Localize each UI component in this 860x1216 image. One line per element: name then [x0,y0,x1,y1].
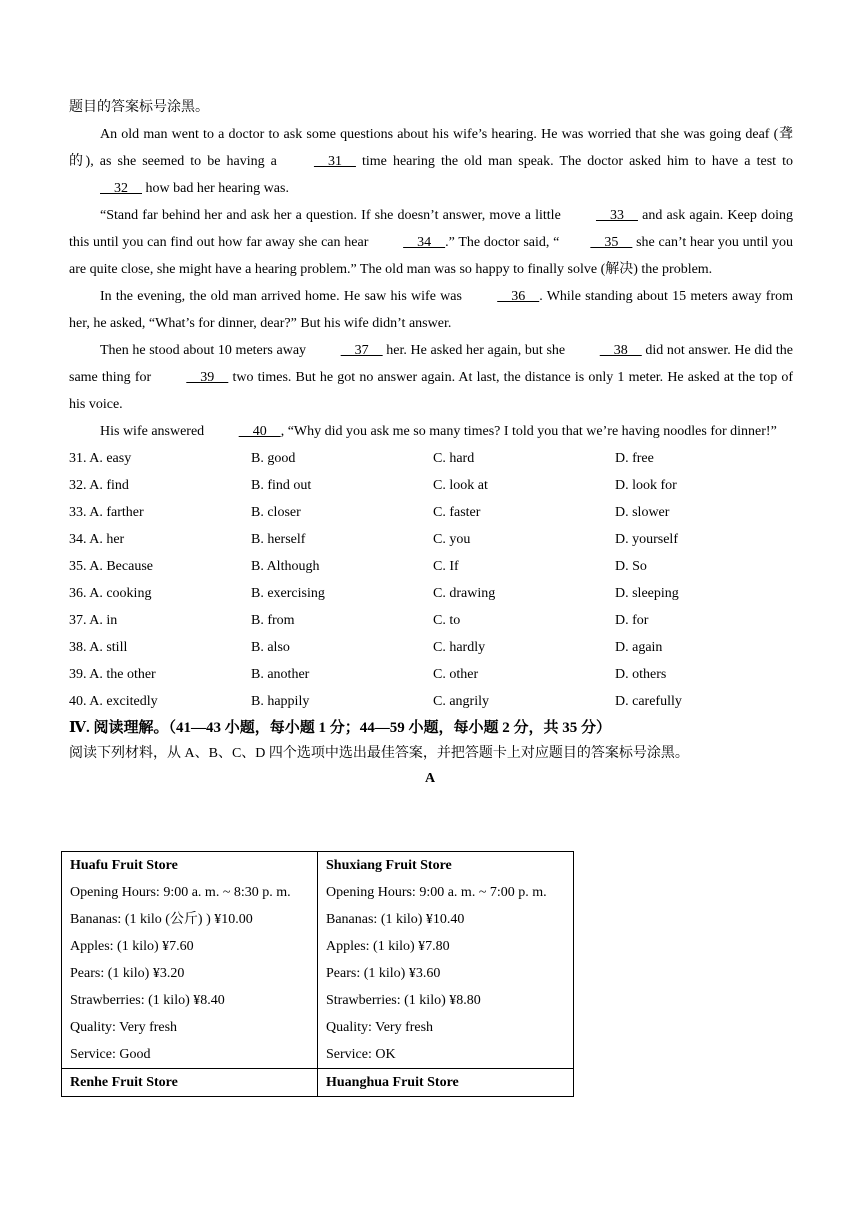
store-name: Shuxiang Fruit Store [326,858,452,873]
option-a: 31. A. easy [69,451,132,466]
store-hours: Opening Hours: 9:00 a. m. ~ 7:00 p. m. [326,885,547,900]
table-row [62,1069,574,1097]
store-hours: Opening Hours: 9:00 a. m. ~ 8:30 p. m. [70,885,291,900]
section-title: Ⅳ. 阅读理解。（41—43 小题，每小题 1 分；44—59 小题，每小题 2 分，共 35 分） [69,720,612,736]
store-service: Service: OK [326,1047,396,1062]
option-b: B. closer [251,505,301,520]
option-a: 36. A. cooking [69,586,152,601]
option-d: D. sleeping [615,586,679,601]
option-c: C. If [433,559,459,574]
text: , “Why did you ask me so many times? I told you that we’re having noodles for [280,424,727,439]
blank-39: 39 [186,370,229,385]
text: His wife answered [100,424,208,439]
intro-line: 题目的答案标号涂黑。 [69,100,209,115]
option-d: D. others [615,667,667,682]
option-b: B. herself [251,532,306,547]
store-name: Renhe Fruit Store [70,1075,178,1090]
blank-31: 31 [313,154,356,169]
passage-paragraph-4 [69,337,793,418]
text: test to [756,154,793,169]
blank-40: 40 [238,424,281,439]
option-d: D. free [615,451,654,466]
option-row [69,526,793,553]
text: An old man went to a doctor to ask some questions about his wife’s hearing. He was worried that she was going [100,127,742,142]
option-row [69,472,793,499]
blank-32: 32 [100,181,142,196]
option-a: 34. A. her [69,532,125,547]
option-row [69,661,793,688]
option-row [69,580,793,607]
option-b: B. also [251,640,290,655]
option-d: D. slower [615,505,670,520]
text: asked at the top of his voice. [69,370,794,412]
text: you until you are quite close, she might have a hearing problem.” The old man was so happy to finally solve (解决) [69,235,794,277]
option-a: 32. A. find [69,478,129,493]
option-a: 38. A. still [69,640,128,655]
price-apples: Apples: (1 kilo) ¥7.80 [326,939,450,954]
option-b: B. happily [251,694,310,709]
text: how bad her hearing was. [142,181,289,196]
text: two times. But he got no answer again. At last, the distance is only 1 meter. He [228,370,684,385]
option-d: D. So [615,559,647,574]
option-c: C. hard [433,451,475,466]
store-quality: Quality: Very fresh [70,1020,178,1035]
blank-35: 35 [590,235,633,250]
text: doing this until you can find out how far away she can hear [69,208,794,250]
fruit-store-table [61,851,574,1097]
option-row [69,688,793,715]
option-b: B. another [251,667,310,682]
passage-paragraph-1 [69,121,793,202]
option-d: D. again [615,640,663,655]
text: dinner!” [730,424,777,439]
option-c: C. faster [433,505,481,520]
passage-paragraph-3 [69,283,793,337]
option-a: 39. A. the other [69,667,156,682]
option-c: C. you [433,532,471,547]
option-b: B. Although [251,559,320,574]
option-d: D. for [615,613,649,628]
option-c: C. look at [433,478,488,493]
text: In the evening, the old man arrived home. He saw his wife was [100,289,467,304]
passage-label: A [424,771,436,786]
option-c: C. to [433,613,461,628]
text: did the same thing for [69,343,794,385]
text: . While standing about 15 meters away [539,289,762,304]
option-d: D. carefully [615,694,682,709]
text: time hearing the old man speak. The doctor asked him to have a [355,154,751,169]
option-b: B. good [251,451,296,466]
passage-paragraph-2 [69,202,793,283]
text: did not answer. He [641,343,751,358]
option-b: B. from [251,613,295,628]
option-row [69,553,793,580]
store-cell-renhe [62,1069,318,1097]
price-strawberries: Strawberries: (1 kilo) ¥8.40 [70,993,225,1008]
option-a: 35. A. Because [69,559,153,574]
text: her. He asked her again, but she [382,343,569,358]
passage-paragraph-5 [69,418,793,445]
blank-33: 33 [595,208,638,223]
store-name: Huanghua Fruit Store [326,1075,459,1090]
text: .” The doctor said, “ [445,235,560,250]
option-c: C. hardly [433,640,486,655]
option-d: D. yourself [615,532,678,547]
option-c: C. other [433,667,479,682]
option-row [69,607,793,634]
exam-page [69,94,793,792]
answer-options [69,445,793,715]
option-c: C. drawing [433,586,496,601]
price-strawberries: Strawberries: (1 kilo) ¥8.80 [326,993,481,1008]
store-cell-huanghua [318,1069,574,1097]
option-row [69,445,793,472]
text: the problem. [641,262,713,277]
price-apples: Apples: (1 kilo) ¥7.60 [70,939,194,954]
price-pears: Pears: (1 kilo) ¥3.60 [326,966,441,981]
blank-36: 36 [497,289,540,304]
option-b: B. find out [251,478,312,493]
section-instruction: 阅读下列材料，从 A、B、C、D 四个选项中选出最佳答案，并把答题卡上对应题目的答案标号涂黑。 [69,746,689,761]
store-cell-shuxiang [318,852,574,1069]
option-c: C. angrily [433,694,489,709]
option-row [69,499,793,526]
text: deaf (聋的), as she seemed to be having a [69,127,793,169]
price-bananas: Bananas: (1 kilo) ¥10.40 [326,912,465,927]
blank-34: 34 [403,235,446,250]
option-d: D. look for [615,478,677,493]
store-cell-huafu [62,852,318,1069]
text: “Stand far behind her and ask her a question. If she doesn’t answer, move a little [100,208,565,223]
store-quality: Quality: Very fresh [326,1020,434,1035]
text: she can’t hear [632,235,715,250]
option-a: 40. A. excitedly [69,694,158,709]
price-bananas: Bananas: (1 kilo (公斤) ) ¥10.00 [70,912,253,927]
blank-38: 38 [599,343,642,358]
store-service: Service: Good [70,1047,151,1062]
store-name: Huafu Fruit Store [70,858,178,873]
table-row [62,852,574,1069]
option-a: 33. A. farther [69,505,144,520]
price-pears: Pears: (1 kilo) ¥3.20 [70,966,185,981]
option-a: 37. A. in [69,613,118,628]
blank-37: 37 [340,343,383,358]
option-row [69,634,793,661]
text: from her, he asked, “What’s for dinner, dear?” But his wife didn’t answer. [69,289,793,331]
text: Then he stood about 10 meters away [100,343,310,358]
option-b: B. exercising [251,586,325,601]
text: and ask again. Keep [637,208,757,223]
